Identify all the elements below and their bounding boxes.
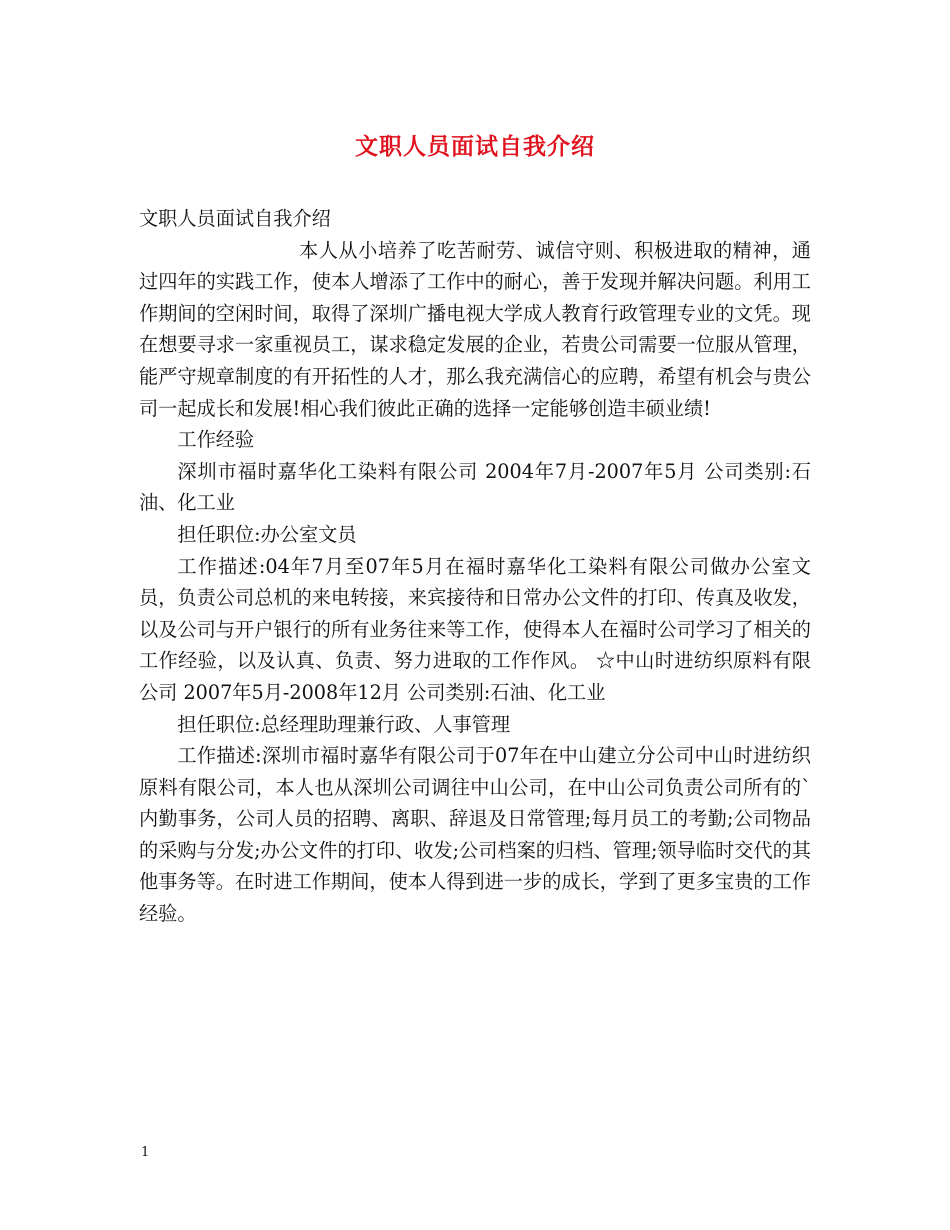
section-heading-work-experience: 工作经验 [177, 428, 255, 452]
job-2-description: 工作描述:深圳市福时嘉华有限公司于07年在中山建立分公司中山时进纺织原料有限公司，本人也从深圳公司调往中山公司，在中山公司负责公司所有的`内勤事务，公司人员的招聘、离职、辞退及日常管理;每月员工的考勤;公司物品的采购与分发;办公文件的打印、收发;公司档案的归档、管理;领导临时交代的其他事务等。在时进工作期间，使本人得到进一步的成长，学到了更多宝贵的工作经验。 [139, 744, 811, 926]
job-1-company: 深圳市福时嘉华化工染料有限公司 2004年7月-2007年5月 公司类别:石油、化工业 [139, 459, 811, 515]
document-body [139, 203, 811, 930]
document-title: 文职人员面试自我介绍 [355, 133, 595, 160]
subtitle-line: 文职人员面试自我介绍 [139, 207, 331, 230]
page-number: 1 [141, 1145, 150, 1160]
job-1-position: 担任职位:办公室文员 [177, 522, 357, 546]
intro-paragraph: 本人从小培养了吃苦耐劳、诚信守则、积极进取的精神，通过四年的实践工作，使本人增添了工作中的耐心，善于发现并解决问题。利用工作期间的空闲时间，取得了深圳广播电视大学成人教育行政管理专业的文凭。现在想要寻求一家重视员工，谋求稳定发展的企业，若贵公司需要一位服从管理，能严守规章制度的有开拓性的人才，那么我充满信心的应聘，希望有机会与贵公司一起成长和发展!相心我们彼此正确的选择一定能够创造丰硕业绩! [139, 238, 811, 420]
job-1-description: 工作描述:04年7月至07年5月在福时嘉华化工染料有限公司做办公室文员，负责公司总机的来电转接，来宾接待和日常办公文件的打印、传真及收发，以及公司与开户银行的所有业务往来等工作，使得本人在福时公司学习了相关的工作经验，以及认真、负责、努力进取的工作作风。 ☆中山时进纺织原料有限公司 2007年5月-2008年12月 公司类别:石油、化工业 [139, 554, 811, 704]
job-2-position: 担任职位:总经理助理兼行政、人事管理 [177, 712, 511, 736]
